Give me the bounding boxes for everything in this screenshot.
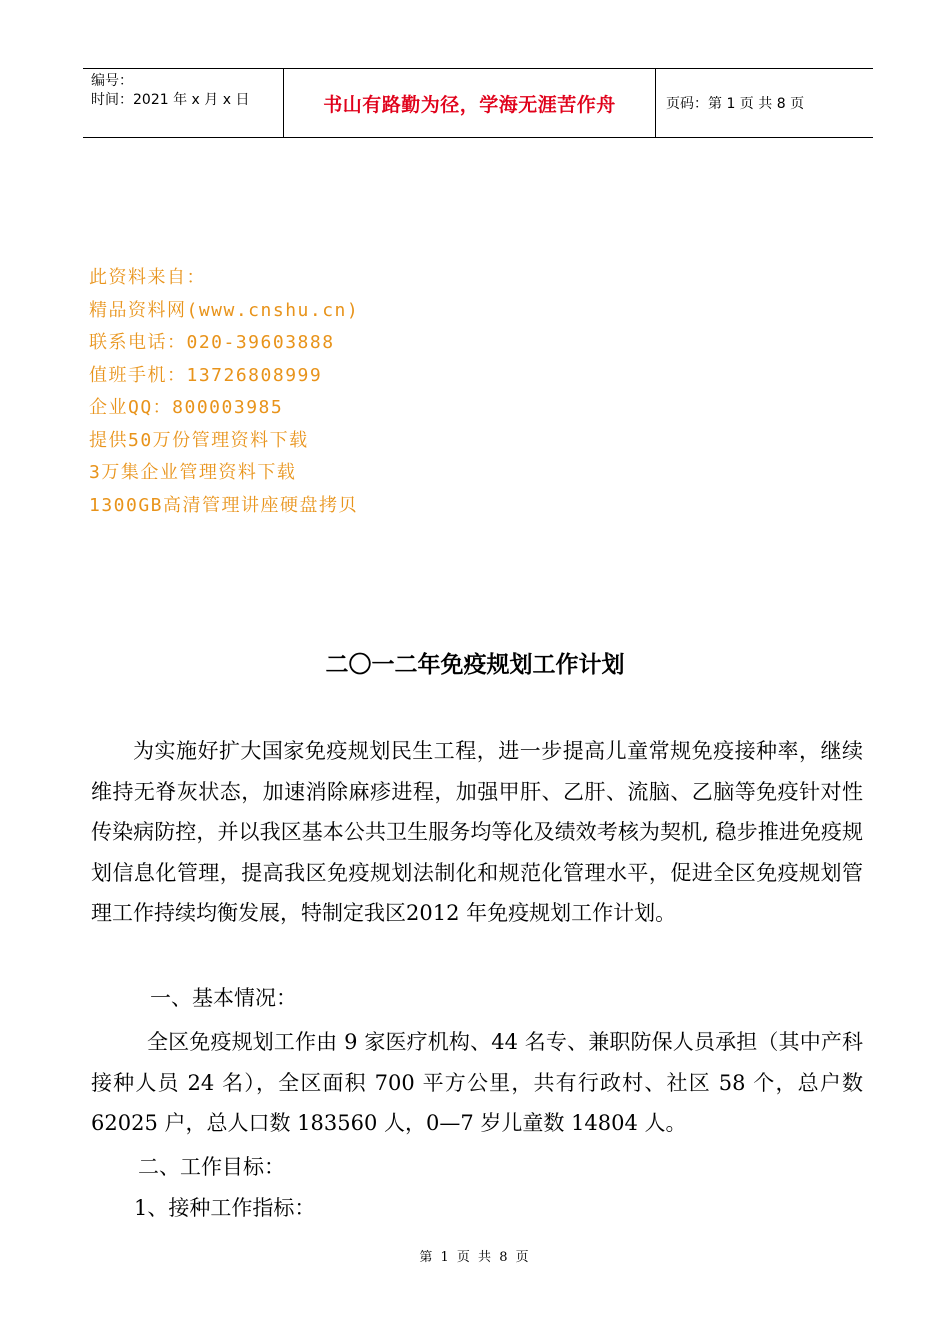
motto: 书山有路勤为径，学海无涯苦作舟 [323,93,616,116]
number-label: 编号： [91,73,133,89]
source-line: 精品资料网(www.cnshu.cn) [89,299,360,321]
document-title: 二〇一二年免疫规划工作计划 [325,652,625,678]
source-info [89,262,359,522]
source-line: 此资料来自： [89,267,206,288]
paragraph-basic-info: 全区免疫规划工作由 9 家医疗机构、44 名专、兼职防保人员承担（其中产科接种人员 24 名），全区面积 700 平方公里，共有行政村、社区 58 个，总户数 62025 户，总人口数 183560 人，0—7 岁儿童数 14804 人。 [91,1030,863,1135]
paragraph-intro: 为实施好扩大国家免疫规划民生工程，进一步提高儿童常规免疫接种率，继续维持无脊灰状态，加速消除麻疹进程，加强甲肝、乙肝、流脑、乙脑等免疫针对性传染病防控，并以我区基本公共卫生服务均等化及绩效考核为契机, 稳步推进免疫规划信息化管理，提高我区免疫规划法制化和规范化管理水平，促进全区免疫规划管理工作持续均衡发展，特制定我区2012 年免疫规划工作计划。 [91,739,863,925]
source-line: 企业QQ：800003985 [89,397,284,418]
subheading-vaccination-targets: 1、接种工作指标： [134,1196,316,1220]
source-line: 联系电话：020-39603888 [89,332,335,353]
section-heading-basic: 一、基本情况： [150,986,297,1010]
section-heading-goals: 二、工作目标： [138,1155,285,1179]
page-footer: 第 1 页 共 8 页 [419,1250,531,1265]
header-motto-cell [284,69,656,137]
source-line: 1300GB高清管理讲座硬盘拷贝 [89,494,359,516]
page-info: 页码：第 1 页 共 8 页 [666,96,805,112]
source-line: 3万集企业管理资料下载 [89,462,297,483]
header-meta [83,69,284,137]
source-line: 值班手机：13726808999 [89,364,323,386]
header-page-info [656,69,873,137]
header-table [83,68,873,138]
time-label: 时间：2021 年 x 月 x 日 [91,92,250,108]
source-line: 提供50万份管理资料下载 [89,429,309,451]
